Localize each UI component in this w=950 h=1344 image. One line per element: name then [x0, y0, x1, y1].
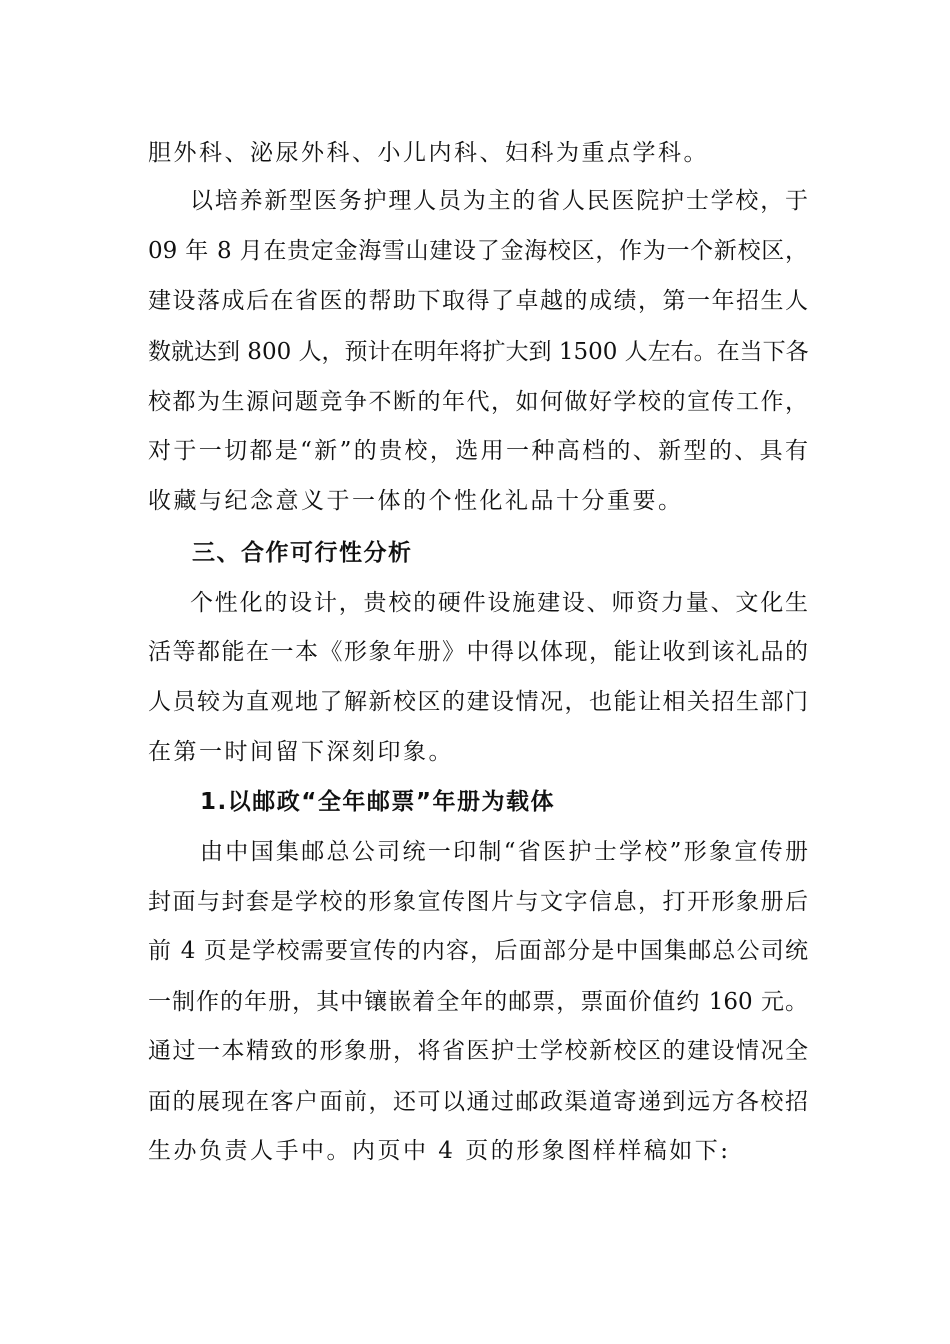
paragraph-line: 前 4 页是学校需要宣传的内容，后面部分是中国集邮总公司统	[148, 938, 808, 964]
paragraph-line: 建设落成后在省医的帮助下取得了卓越的成绩，第一年招生人	[148, 288, 808, 314]
paragraph-line: 对于一切都是“新”的贵校，选用一种高档的、新型的、具有	[148, 438, 808, 464]
paragraph-line: 收藏与纪念意义于一体的个性化礼品十分重要。	[148, 488, 684, 514]
paragraph-line: 个性化的设计，贵校的硬件设施建设、师资力量、文化生	[190, 590, 808, 616]
paragraph-line: 胆外科、泌尿外科、小儿内科、妇科为重点学科。	[148, 140, 709, 166]
paragraph-line: 通过一本精致的形象册，将省医护士学校新校区的建设情况全	[148, 1038, 808, 1064]
paragraph-line: 活等都能在一本《形象年册》中得以体现，能让收到该礼品的	[148, 639, 808, 665]
paragraph-line: 在第一时间留下深刻印象。	[148, 739, 454, 765]
subsection-heading: 1.以邮政“全年邮票”年册为载体	[200, 789, 555, 815]
paragraph-line: 生办负责人手中。内页中 4 页的形象图样样稿如下:	[148, 1138, 731, 1164]
paragraph-line: 以培养新型医务护理人员为主的省人民医院护士学校，于	[190, 188, 808, 214]
paragraph-line: 由中国集邮总公司统一印制“省医护士学校”形象宣传册	[200, 839, 808, 865]
paragraph-line: 面的展现在客户面前，还可以通过邮政渠道寄递到远方各校招	[148, 1089, 808, 1115]
paragraph-line: 人员较为直观地了解新校区的建设情况，也能让相关招生部门	[148, 689, 808, 715]
paragraph-line: 数就达到 800 人，预计在明年将扩大到 1500 人左右。在当下各	[148, 339, 809, 365]
paragraph-line: 封面与封套是学校的形象宣传图片与文字信息，打开形象册后	[148, 889, 808, 915]
paragraph-line: 09 年 8 月在贵定金海雪山建设了金海校区，作为一个新校区，	[148, 238, 808, 264]
paragraph-line: 一制作的年册，其中镶嵌着全年的邮票，票面价值约 160 元。	[148, 989, 808, 1015]
section-heading: 三、合作可行性分析	[192, 540, 413, 566]
paragraph-line: 校都为生源问题竞争不断的年代，如何做好学校的宣传工作，	[148, 389, 808, 415]
